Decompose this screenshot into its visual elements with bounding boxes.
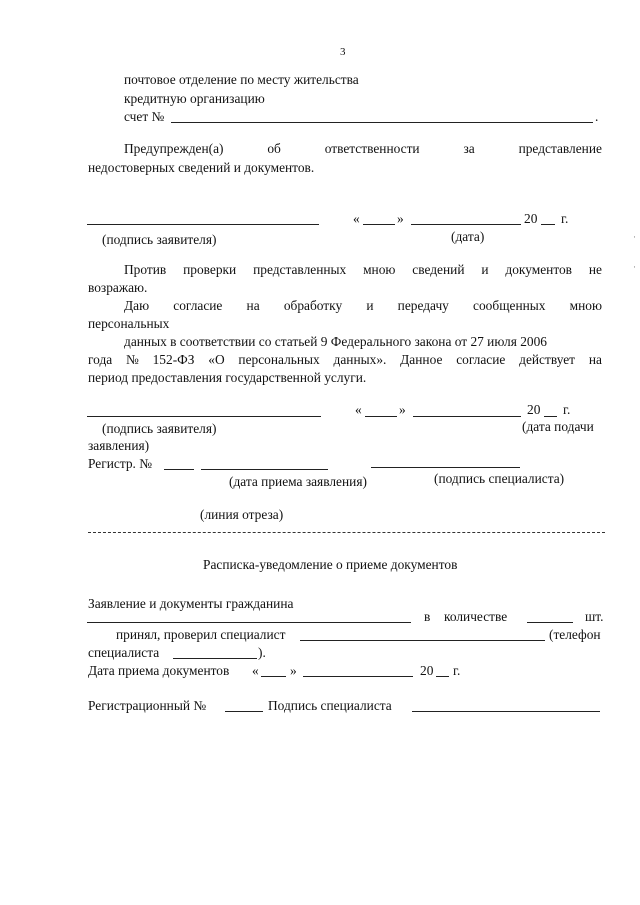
warning-line-2: недостоверных сведений и документов. xyxy=(88,160,315,175)
date-close-quote: » xyxy=(397,211,404,226)
consent-word: документов xyxy=(505,262,573,277)
consent-word: представленных xyxy=(253,262,347,277)
consent-word: на xyxy=(588,352,602,367)
cut-line-label: (линия отреза) xyxy=(200,507,284,522)
warning-word: Предупрежден(а) xyxy=(124,141,224,156)
consent-word: данных». xyxy=(333,352,387,367)
signature-caption-2: (подпись заявителя) xyxy=(102,421,217,436)
consent-word: обработку xyxy=(283,298,343,313)
date-month-field-2[interactable] xyxy=(413,416,521,417)
cut-line xyxy=(88,532,605,533)
date-year: 20 xyxy=(420,663,434,678)
date-year: 20 xyxy=(524,211,538,226)
consent-line-3 xyxy=(124,298,602,314)
payment-option-post: почтовое отделение по месту жительства xyxy=(124,72,359,87)
specialist-signature-label: Подпись специалиста xyxy=(268,698,392,713)
consent-word: года xyxy=(88,352,113,367)
scan-mark: · xyxy=(633,232,636,242)
reception-date-field[interactable] xyxy=(201,469,328,470)
date-year-field-1[interactable] xyxy=(541,224,555,225)
consent-word: и xyxy=(481,262,489,277)
consent-word: персональных xyxy=(238,352,320,367)
consent-word: согласие xyxy=(173,298,223,313)
consent-word: не xyxy=(588,262,602,277)
specialist-phone-field[interactable] xyxy=(173,658,257,659)
consent-line-1 xyxy=(124,262,602,278)
date-year-field-2[interactable] xyxy=(544,416,557,417)
applicant-signature-field-2[interactable] xyxy=(87,416,321,417)
consent-word: Данное xyxy=(400,352,443,367)
payment-option-credit: кредитную организацию xyxy=(124,91,265,106)
consent-word: 152-ФЗ xyxy=(152,352,195,367)
date-open-quote: « xyxy=(355,402,362,417)
phone-end: ). xyxy=(258,645,266,660)
registration-number-field[interactable] xyxy=(164,469,194,470)
warning-word: об xyxy=(267,141,281,156)
consent-personal: персональных xyxy=(88,316,170,331)
date-year-suffix: г. xyxy=(563,402,571,417)
registration-label: Регистр. № xyxy=(88,456,152,471)
scan-mark: · xyxy=(633,262,636,272)
date-month-field-1[interactable] xyxy=(411,224,521,225)
receipt-title: Расписка-уведомление о приеме документов xyxy=(203,557,458,572)
warning-word: ответственности xyxy=(324,141,420,156)
consent-word: передачу xyxy=(397,298,449,313)
quantity-label: количестве xyxy=(444,609,508,624)
submission-date-caption: (дата подачи xyxy=(522,419,594,434)
applicant-signature-field-1[interactable] xyxy=(87,224,319,225)
date-day-field-2[interactable] xyxy=(365,416,397,417)
receipt-date-year-field[interactable] xyxy=(436,676,449,677)
account-number-field[interactable] xyxy=(171,122,593,123)
consent-word: «О xyxy=(208,352,225,367)
date-year: 20 xyxy=(527,402,541,417)
signature-caption-1: (подпись заявителя) xyxy=(102,232,217,247)
consent-word: на xyxy=(246,298,260,313)
consent-word: мною xyxy=(363,262,396,277)
pieces-label: шт. xyxy=(585,609,604,624)
receipt-registration-number-field[interactable] xyxy=(225,711,263,712)
consent-word: Против xyxy=(124,262,167,277)
consent-line-4: данных в соответствии со статьей 9 Федерального закона от 27 июля 2006 xyxy=(124,334,547,349)
consent-word: сообщенных xyxy=(473,298,546,313)
warning-word: представление xyxy=(518,141,602,156)
consent-word: мною xyxy=(569,298,602,313)
receipt-date-day-field[interactable] xyxy=(261,676,286,677)
submission-date-caption-cont: заявления) xyxy=(88,438,150,453)
date-open-quote: « xyxy=(353,211,360,226)
specialist-phone-label: специалиста xyxy=(88,645,160,660)
consent-word: Даю xyxy=(124,298,150,313)
date-year-suffix: г. xyxy=(453,663,461,678)
reception-date-caption: (дата приема заявления) xyxy=(229,474,367,489)
warning-line-1 xyxy=(124,141,602,157)
account-label: счет № xyxy=(124,109,165,124)
receipt-line-1: Заявление и документы гражданина xyxy=(88,596,294,611)
specialist-signature-field-2[interactable] xyxy=(412,711,600,712)
receipt-date-label: Дата приема документов xyxy=(88,663,230,678)
receipt-date-month-field[interactable] xyxy=(303,676,413,677)
date-day-field-1[interactable] xyxy=(363,224,395,225)
quantity-field[interactable] xyxy=(527,622,573,623)
consent-word: действует xyxy=(519,352,576,367)
page-number: 3 xyxy=(340,46,346,58)
date-year-suffix: г. xyxy=(561,211,569,226)
specialist-signature-field-1[interactable] xyxy=(371,467,520,468)
consent-word: и xyxy=(366,298,374,313)
consent-line-6: период предоставления государственной услуги. xyxy=(88,370,367,385)
date-close-quote: » xyxy=(290,663,297,678)
registration-number-label: Регистрационный № xyxy=(88,698,207,713)
phone-label: (телефон xyxy=(549,627,601,642)
quantity-in: в xyxy=(424,609,431,624)
date-close-quote: » xyxy=(399,402,406,417)
specialist-name-field[interactable] xyxy=(300,640,545,641)
consent-word: проверки xyxy=(183,262,237,277)
specialist-caption: (подпись специалиста) xyxy=(434,471,565,486)
warning-word: за xyxy=(463,141,475,156)
consent-word: сведений xyxy=(412,262,465,277)
consent-line-5 xyxy=(88,352,602,368)
consent-word: № xyxy=(126,352,139,367)
account-end: . xyxy=(595,109,599,124)
date-caption-1: (дата) xyxy=(451,229,485,244)
consent-word: согласие xyxy=(456,352,506,367)
citizen-name-field[interactable] xyxy=(87,622,411,623)
consent-line-2: возражаю. xyxy=(88,280,148,295)
date-open-quote: « xyxy=(252,663,259,678)
accepted-label: принял, проверил специалист xyxy=(116,627,286,642)
